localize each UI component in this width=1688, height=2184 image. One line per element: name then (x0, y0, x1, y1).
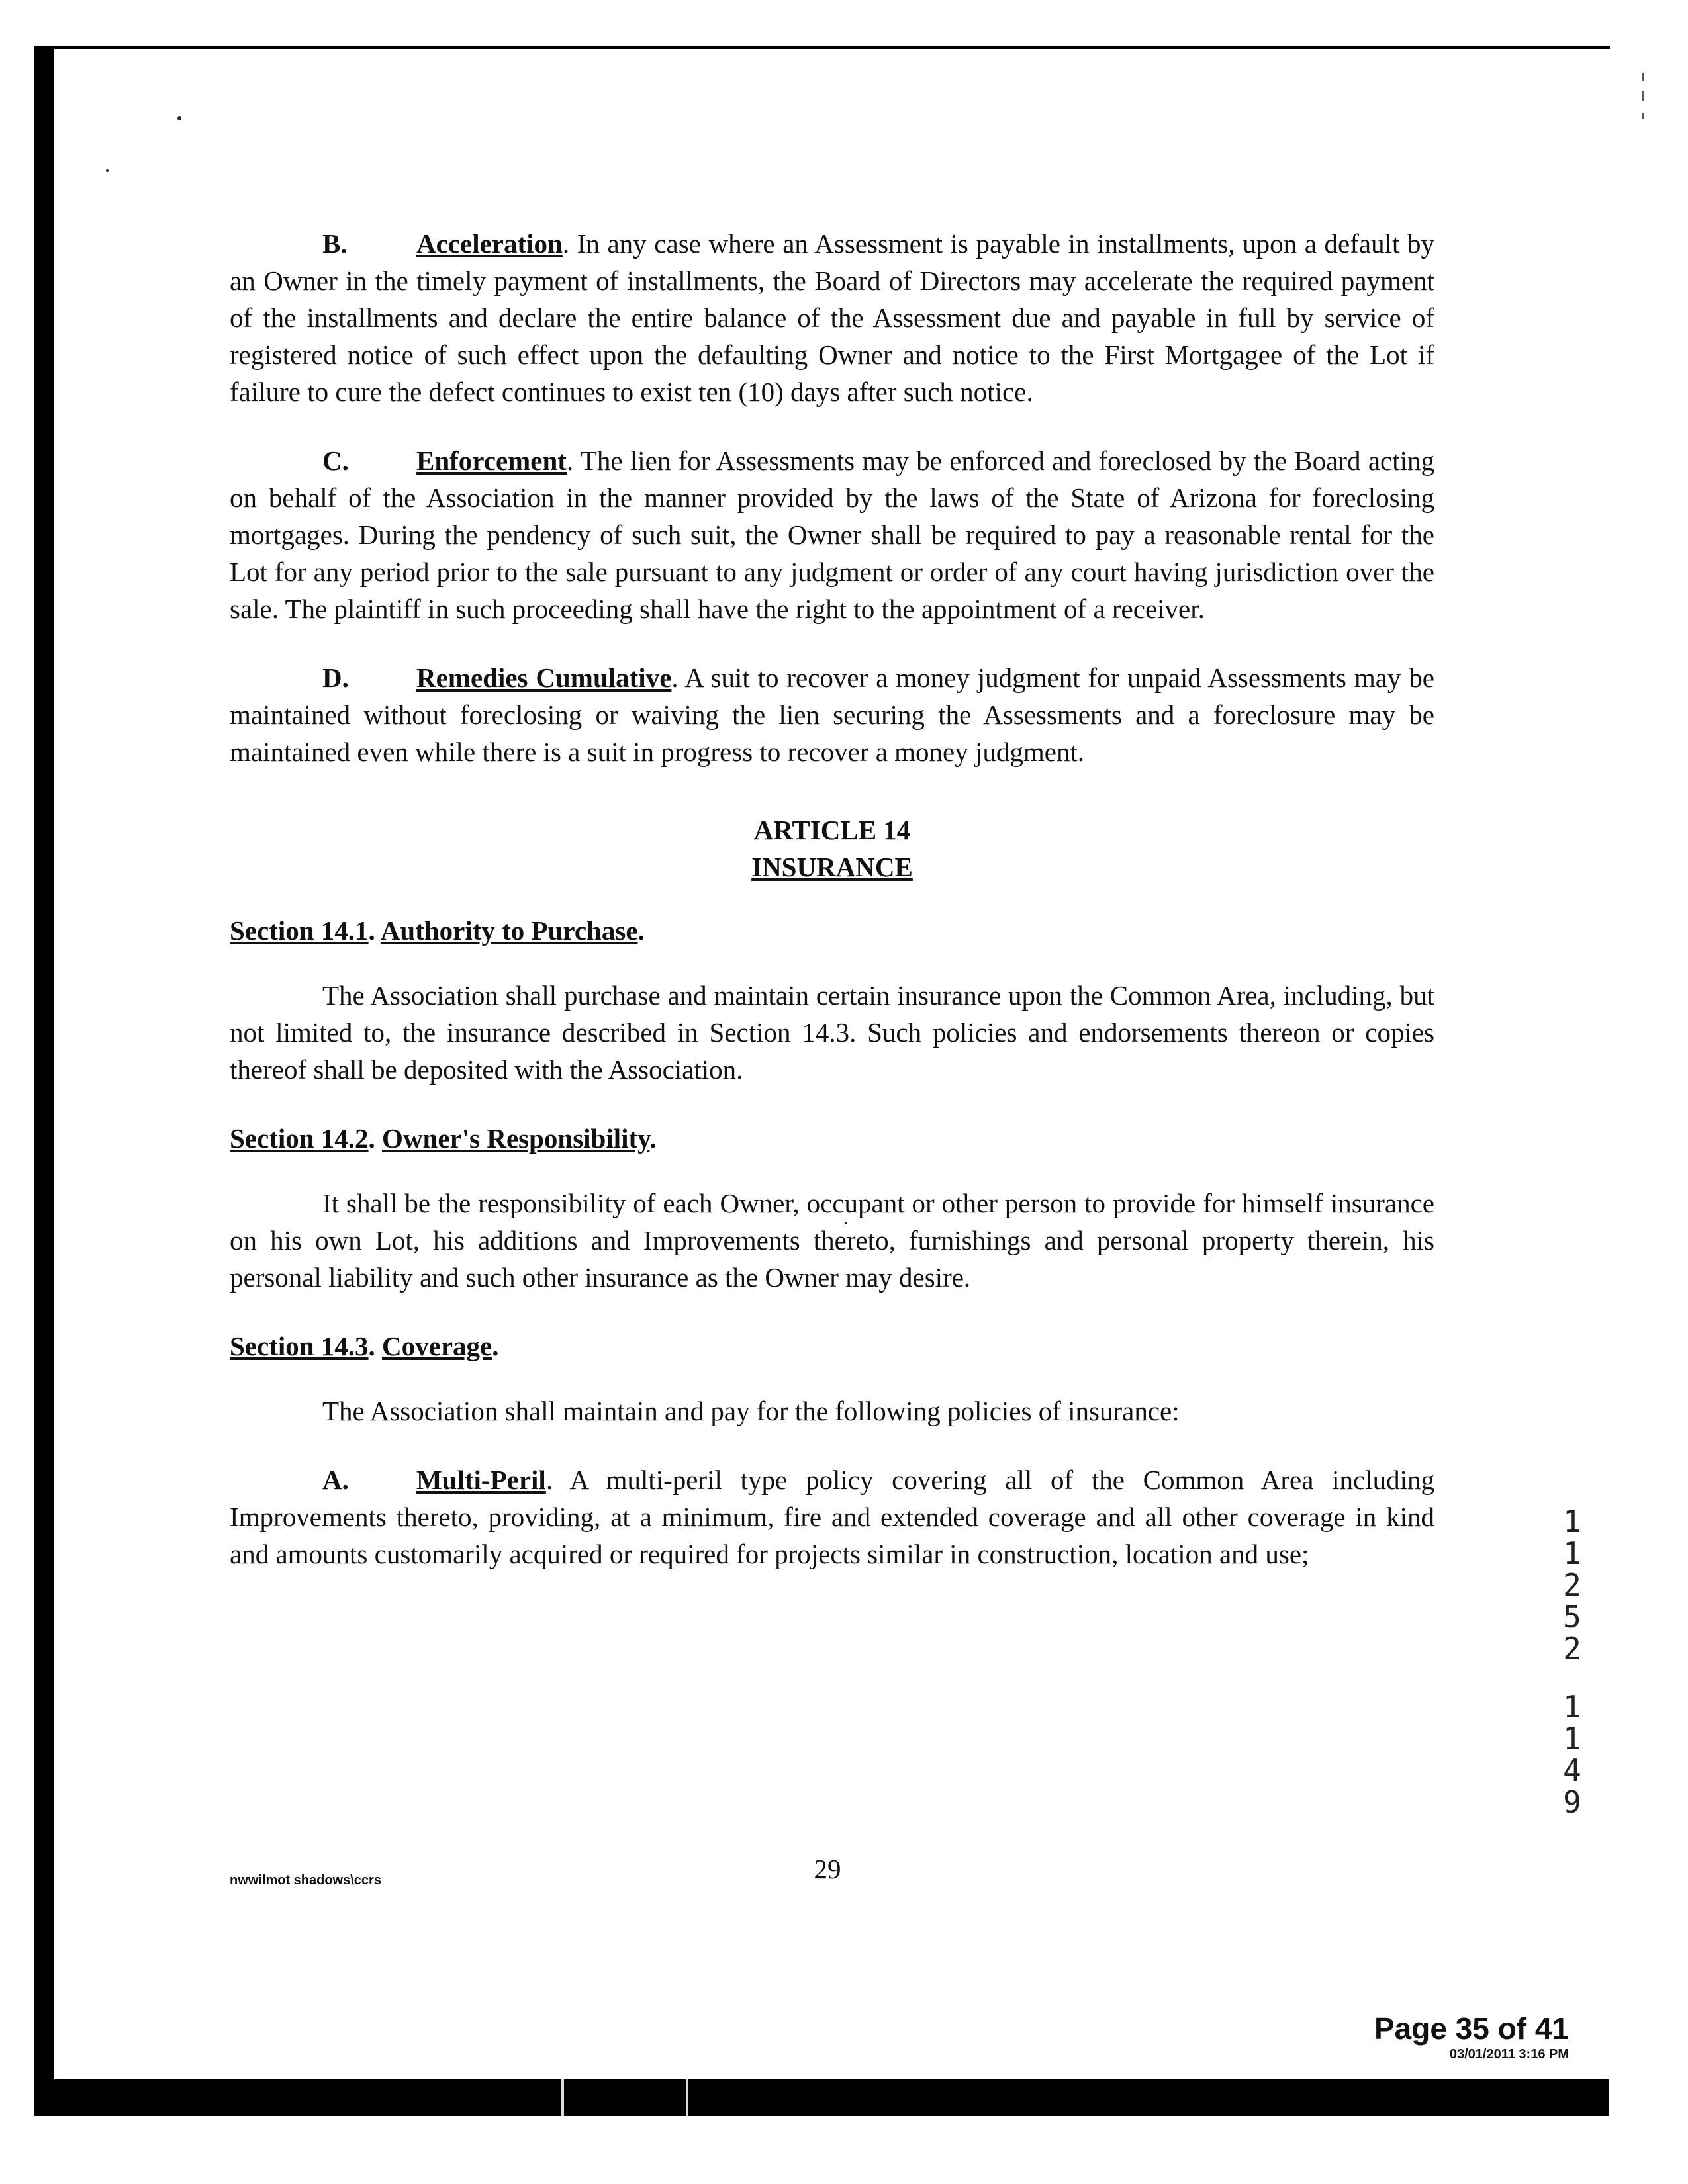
paragraph-text: . The lien for Assessments may be enforced and foreclosed by the Board acting on behalf of the Association in the manner provided by the laws of the State of Arizona for foreclosing mortgages. During the pendency of such suit, the Owner shall be required to pay a reasonable rental for the Lot for any period prior to the sale pursuant to any judgment or order of any court having jurisdiction over the sale. The plaintiff in such proceeding shall have the right to the appointment of a receiver. (230, 445, 1434, 624)
paragraph-title: Acceleration (416, 228, 563, 259)
page-number: 29 (814, 1854, 841, 1884)
scan-notch (561, 2079, 564, 2116)
recorder-page-stamp: Page 35 of 41 (1374, 2011, 1569, 2046)
stamp-digit: 1 (1563, 1721, 1581, 1756)
stamp-digit: 1 (1563, 1504, 1581, 1539)
recording-number-stamp (1552, 1506, 1592, 1818)
recorder-date-stamp: 03/01/2011 3:16 PM (1449, 2047, 1569, 2062)
scan-speck (177, 116, 181, 120)
stamp-digit: 1 (1563, 1689, 1581, 1725)
paragraph-letter: C. (322, 445, 349, 476)
stamp-digit: 9 (1563, 1784, 1581, 1820)
scan-border-bottom (34, 2079, 1609, 2116)
paragraph-acceleration (230, 225, 1434, 410)
section-title: Authority to Purchase (380, 915, 638, 946)
article-title: INSURANCE (751, 852, 913, 882)
scan-edge-mark (1642, 113, 1644, 119)
section-heading-14-1: Section 14.1. Authority to Purchase. (230, 915, 645, 946)
document-body (230, 225, 1434, 1604)
article-number: ARTICLE 14 (753, 815, 911, 845)
paragraph-multi-peril (230, 1461, 1434, 1572)
section-number: Section 14.1 (230, 915, 369, 946)
scan-speck (106, 169, 109, 172)
paragraph-text: . In any case where an Assessment is payable in installments, upon a default by an Owner in the timely payment of installments, the Board of Directors may accelerate the required payment of the installments and declare the entire balance of the Assessment due and payable in full by service of registered notice of such effect upon the defaulting Owner and notice to the First Mortgagee of the Lot if failure to cure the defect continues to exist ten (10) days after such notice. (230, 228, 1434, 407)
paragraph-text: . A multi-peril type policy covering all of the Common Area including Improvements thereto, providing, at a minimum, fire and extended coverage and all other coverage in kind and amounts customarily acquired or required for projects similar in construction, location and use; (230, 1465, 1434, 1569)
stamp-digit: 2 (1563, 1631, 1581, 1666)
section-title: Coverage (382, 1331, 492, 1361)
section-body-14-2: It shall be the responsibility of each Owner, occupant or other person to provide for himself insurance on his own Lot, his additions and Improvements thereto, furnishings and personal property therein, his personal liability and such other insurance as the Owner may desire. (230, 1188, 1434, 1293)
paragraph-remedies-cumulative (230, 659, 1434, 770)
scan-border-top (34, 46, 1610, 49)
section-heading-14-2: Section 14.2. Owner's Responsibility. (230, 1123, 657, 1154)
stamp-digit: 2 (1563, 1567, 1581, 1603)
paragraph-letter: D. (322, 662, 349, 693)
file-reference: nwwilmot shadows\ccrs (230, 1873, 381, 1888)
section-body-14-1: The Association shall purchase and maintain certain insurance upon the Common Area, including, but not limited to, the insurance described in Section 14.3. Such policies and endorsements thereon or copies thereof shall be deposited with the Association. (230, 980, 1434, 1085)
paragraph-letter: B. (322, 228, 348, 259)
scan-edge-mark (1642, 91, 1644, 101)
paragraph-letter: A. (322, 1465, 349, 1495)
scan-border-left (34, 46, 54, 2115)
paragraph-title: Remedies Cumulative (416, 662, 672, 693)
stamp-digit: 1 (1563, 1535, 1581, 1571)
stamp-digit: 5 (1563, 1599, 1581, 1635)
section-number: Section 14.2 (230, 1123, 369, 1154)
stamp-digit: 4 (1563, 1752, 1581, 1788)
section-number: Section 14.3 (230, 1331, 369, 1361)
section-body-14-3: The Association shall maintain and pay for the following policies of insurance: (322, 1396, 1180, 1426)
scan-edge-mark (1642, 73, 1644, 81)
article-heading (230, 811, 1434, 886)
paragraph-enforcement (230, 442, 1434, 627)
paragraph-title: Enforcement (416, 445, 567, 476)
scan-notch (686, 2079, 688, 2116)
paragraph-title: Multi-Peril (416, 1465, 546, 1495)
section-heading-14-3: Section 14.3. Coverage. (230, 1331, 499, 1361)
paragraph-text: . A suit to recover a money judgment for unpaid Assessments may be maintained without foreclosing or waiving the lien securing the Assessments and a foreclosure may be maintained even while there is a suit in progress to recover a money judgment. (230, 662, 1434, 767)
section-title: Owner's Responsibility (382, 1123, 650, 1154)
